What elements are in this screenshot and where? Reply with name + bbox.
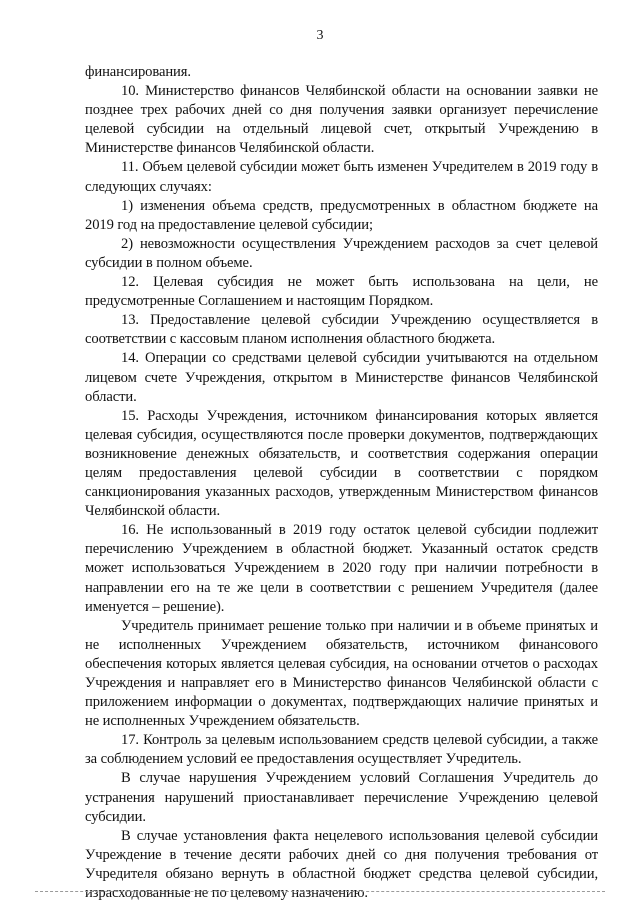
paragraph-14: 14. Операции со средствами целевой субсидии учитываются на отдельном лицевом счете Учреждения, открытом в Министерстве финансов Челябинской области.: [85, 350, 598, 405]
paragraph-16-decision: Учредитель принимает решение только при наличии и в объеме принятых и не исполненных Учреждением обязательств, источником финансового обеспечения которых является целевая субсидия, на основании отчетов о расходах Учреждения и направляет его в Министерство финансов Челябинской области с приложением информации о документах, подтверждающих наличие принятых и не исполненных Учреждением обязательств.: [85, 617, 598, 730]
paragraph-17: 17. Контроль за целевым использованием средств целевой субсидии, а также за соблюдением условий ее предоставления осуществляет Учредитель.: [85, 732, 598, 768]
paragraph-17-misuse: В случае установления факта нецелевого использования целевой субсидии Учреждение в течение десяти рабочих дней со дня получения требования от Учредителя обязано вернуть в областной бюджет средства целевой субсидии, израсходованные не по целевому назначению.: [85, 827, 598, 902]
paragraph-10: 10. Министерство финансов Челябинской области на основании заявки не позднее трех рабочих дней со дня получения заявки организует перечисление целевой субсидии на отдельный лицевой счет, открытый Учреждению в Министерстве финансов Челябинской области.: [85, 83, 598, 157]
paragraph-12: 12. Целевая субсидия не может быть использована на цели, не предусмотренные Соглашением и настоящим Порядком.: [85, 274, 598, 310]
paragraph-continuation: финансирования.: [85, 64, 191, 80]
paragraph-15: 15. Расходы Учреждения, источником финансирования которых является целевая субсидия, осуществляются после проверки документов, подтверждающих возникновение денежных обязательств, и соответствия содержания операции целям предоставления целевой субсидии в соответствии с порядком санкционирования указанных расходов, утвержденным Министерством финансов Челябинской области.: [85, 407, 598, 520]
paragraph-17-violation: В случае нарушения Учреждением условий Соглашения Учредитель до устранения нарушений приостанавливает перечисление Учреждению целевой субсидии.: [85, 770, 598, 825]
page-number: 3: [316, 28, 324, 43]
paragraph-11-item-2: 2) невозможности осуществления Учреждением расходов за счет целевой субсидии в полном объеме.: [85, 235, 598, 271]
paragraph-16: 16. Не использованный в 2019 году остаток целевой субсидии подлежит перечислению Учреждением в областной бюджет. Указанный остаток средств может использоваться Учреждением в 2020 году при наличии потребности в направлении его на те же цели в соответствии с решением Учредителя (далее именуется – решение).: [85, 522, 598, 615]
scan-edge-line: [35, 891, 605, 892]
paragraph-11-item-1: 1) изменения объема средств, предусмотренных в областном бюджете на 2019 год на предоставление целевой субсидии;: [85, 197, 598, 233]
paragraph-13: 13. Предоставление целевой субсидии Учреждению осуществляется в соответствии с кассовым планом исполнения областного бюджета.: [85, 312, 598, 348]
document-body: [85, 63, 598, 903]
paragraph-11: 11. Объем целевой субсидии может быть изменен Учредителем в 2019 году в следующих случаях:: [85, 159, 598, 195]
